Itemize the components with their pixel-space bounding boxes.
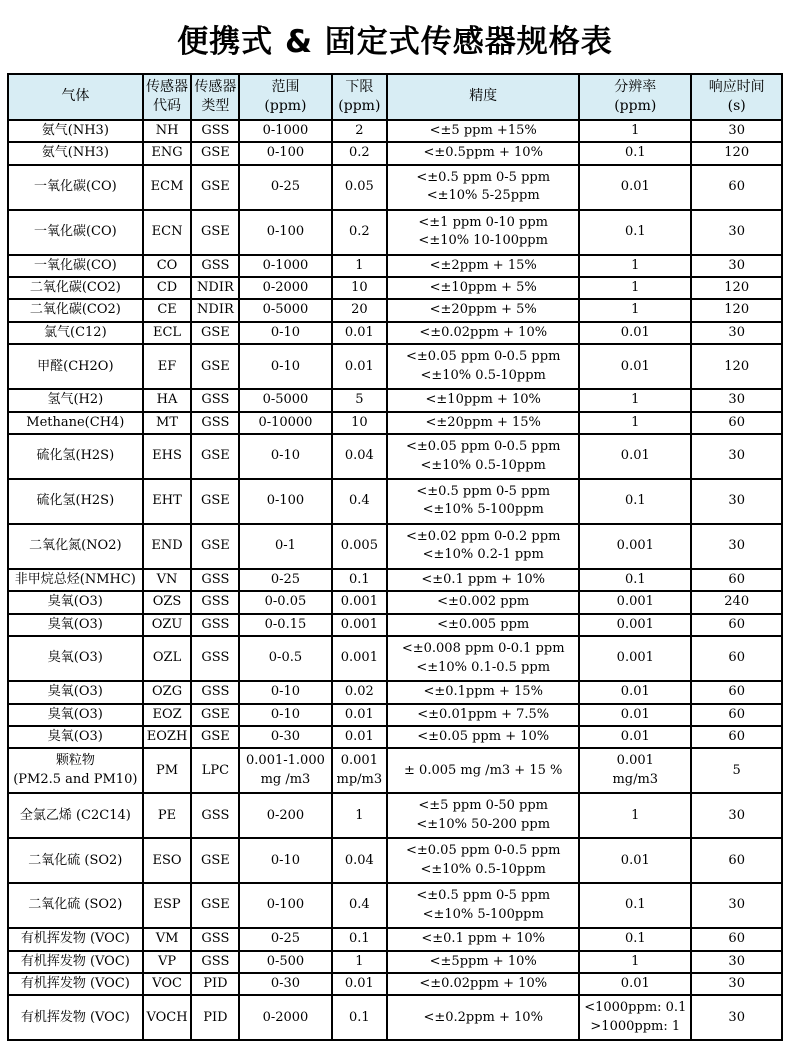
response-time-cell: 120 [691, 142, 782, 164]
gas-cell: 一氧化碳(CO) [8, 255, 143, 277]
table-row [8, 591, 782, 613]
table-row [8, 726, 782, 748]
sensor-code-cell: HA [143, 389, 192, 411]
resolution-cell: 1 [579, 255, 691, 277]
gas-cell: 臭氧(O3) [8, 614, 143, 636]
lower-limit-cell: 0.2 [332, 210, 388, 255]
sensor-type-cell: GSE [191, 726, 239, 748]
accuracy-cell: ± 0.005 mg /m3 + 15 % [387, 748, 579, 793]
gas-cell: 有机挥发物 (VOC) [8, 995, 143, 1040]
sensor-type-cell: PID [191, 995, 239, 1040]
response-time-cell: 60 [691, 569, 782, 591]
table-row [8, 210, 782, 255]
gas-cell: 臭氧(O3) [8, 704, 143, 726]
resolution-cell: <1000ppm: 0.1 >1000ppm: 1 [579, 995, 691, 1040]
sensor-type-cell: PID [191, 973, 239, 995]
response-time-cell: 30 [691, 322, 782, 344]
range-cell: 0-25 [239, 569, 331, 591]
range-cell: 0-1000 [239, 120, 331, 142]
range-cell: 0-1 [239, 524, 331, 569]
range-cell: 0-100 [239, 142, 331, 164]
accuracy-cell: <±2ppm + 15% [387, 255, 579, 277]
sensor-code-cell: OZL [143, 636, 192, 681]
sensor-code-cell: VN [143, 569, 192, 591]
range-cell: 0-100 [239, 883, 331, 928]
sensor-type-cell: GSE [191, 344, 239, 389]
resolution-cell: 0.01 [579, 973, 691, 995]
resolution-cell: 0.001 [579, 614, 691, 636]
accuracy-cell: <±0.02ppm + 10% [387, 973, 579, 995]
sensor-code-cell: ESO [143, 838, 192, 883]
sensor-type-cell: GSE [191, 322, 239, 344]
sensor-type-cell: GSE [191, 142, 239, 164]
range-cell: 0-0.05 [239, 591, 331, 613]
resolution-cell: 0.1 [579, 210, 691, 255]
table-row [8, 636, 782, 681]
response-time-cell: 120 [691, 344, 782, 389]
accuracy-cell: <±5 ppm 0-50 ppm <±10% 50-200 ppm [387, 793, 579, 838]
accuracy-cell: <±0.1 ppm + 10% [387, 928, 579, 950]
table-row [8, 838, 782, 883]
accuracy-cell: <±0.5 ppm 0-5 ppm <±10% 5-100ppm [387, 883, 579, 928]
sensor-type-cell: GSE [191, 524, 239, 569]
sensor-code-cell: VM [143, 928, 192, 950]
lower-limit-cell: 2 [332, 120, 388, 142]
resolution-cell: 0.01 [579, 726, 691, 748]
lower-limit-cell: 0.001 mp/m3 [332, 748, 388, 793]
sensor-type-cell: GSE [191, 210, 239, 255]
gas-cell: 全氯乙烯 (C2C14) [8, 793, 143, 838]
sensor-type-cell: GSS [191, 255, 239, 277]
lower-limit-cell: 0.1 [332, 928, 388, 950]
table-row [8, 614, 782, 636]
range-cell: 0-10 [239, 681, 331, 703]
sensor-code-cell: ENG [143, 142, 192, 164]
table-row [8, 883, 782, 928]
table-row [8, 322, 782, 344]
sensor-type-cell: GSS [191, 591, 239, 613]
resolution-cell: 1 [579, 412, 691, 434]
accuracy-cell: <±20ppm + 15% [387, 412, 579, 434]
sensor-code-cell: VOCH [143, 995, 192, 1040]
lower-limit-cell: 0.04 [332, 434, 388, 479]
resolution-cell: 0.01 [579, 704, 691, 726]
gas-cell: 一氧化碳(CO) [8, 210, 143, 255]
header-sensor-code: 传感器 代码 [143, 74, 192, 120]
header-row [8, 74, 782, 120]
response-time-cell: 60 [691, 412, 782, 434]
gas-cell: 臭氧(O3) [8, 591, 143, 613]
sensor-code-cell: MT [143, 412, 192, 434]
lower-limit-cell: 0.4 [332, 883, 388, 928]
sensor-code-cell: EHT [143, 479, 192, 524]
accuracy-cell: <±0.02ppm + 10% [387, 322, 579, 344]
sensor-spec-table [7, 73, 783, 1041]
gas-cell: 二氧化硫 (SO2) [8, 838, 143, 883]
response-time-cell: 60 [691, 704, 782, 726]
range-cell: 0-2000 [239, 995, 331, 1040]
response-time-cell: 120 [691, 299, 782, 321]
sensor-code-cell: CD [143, 277, 192, 299]
range-cell: 0-2000 [239, 277, 331, 299]
sensor-code-cell: ESP [143, 883, 192, 928]
table-row [8, 928, 782, 950]
gas-cell: 一氧化碳(CO) [8, 165, 143, 210]
table-row [8, 479, 782, 524]
gas-cell: 氯气(C12) [8, 322, 143, 344]
gas-cell: 氨气(NH3) [8, 120, 143, 142]
range-cell: 0-30 [239, 973, 331, 995]
range-cell: 0-10 [239, 322, 331, 344]
sensor-type-cell: GSE [191, 883, 239, 928]
accuracy-cell: <±20ppm + 5% [387, 299, 579, 321]
lower-limit-cell: 1 [332, 255, 388, 277]
resolution-cell: 0.001 [579, 591, 691, 613]
response-time-cell: 30 [691, 389, 782, 411]
range-cell: 0-100 [239, 479, 331, 524]
table-row [8, 165, 782, 210]
accuracy-cell: <±0.5 ppm 0-5 ppm <±10% 5-100ppm [387, 479, 579, 524]
table-row [8, 973, 782, 995]
table-row [8, 412, 782, 434]
resolution-cell: 0.01 [579, 434, 691, 479]
gas-cell: 硫化氢(H2S) [8, 479, 143, 524]
response-time-cell: 30 [691, 793, 782, 838]
lower-limit-cell: 0.2 [332, 142, 388, 164]
sensor-type-cell: GSE [191, 434, 239, 479]
gas-cell: 颗粒物 (PM2.5 and PM10) [8, 748, 143, 793]
resolution-cell: 1 [579, 120, 691, 142]
sensor-code-cell: EHS [143, 434, 192, 479]
table-row [8, 524, 782, 569]
response-time-cell: 30 [691, 951, 782, 973]
response-time-cell: 30 [691, 973, 782, 995]
sensor-type-cell: GSS [191, 951, 239, 973]
sensor-type-cell: GSS [191, 412, 239, 434]
table-row [8, 951, 782, 973]
header-resolution: 分辨率 (ppm) [579, 74, 691, 120]
response-time-cell: 30 [691, 120, 782, 142]
lower-limit-cell: 0.001 [332, 591, 388, 613]
gas-cell: 二氧化碳(CO2) [8, 277, 143, 299]
accuracy-cell: <±10ppm + 10% [387, 389, 579, 411]
accuracy-cell: <±0.01ppm + 7.5% [387, 704, 579, 726]
response-time-cell: 30 [691, 479, 782, 524]
sensor-type-cell: GSE [191, 165, 239, 210]
lower-limit-cell: 0.02 [332, 681, 388, 703]
gas-cell: 有机挥发物 (VOC) [8, 928, 143, 950]
response-time-cell: 60 [691, 928, 782, 950]
lower-limit-cell: 0.001 [332, 614, 388, 636]
gas-cell: 氨气(NH3) [8, 142, 143, 164]
response-time-cell: 30 [691, 995, 782, 1040]
table-row [8, 569, 782, 591]
gas-cell: Methane(CH4) [8, 412, 143, 434]
accuracy-cell: <±0.02 ppm 0-0.2 ppm <±10% 0.2-1 ppm [387, 524, 579, 569]
table-row [8, 434, 782, 479]
table-row [8, 681, 782, 703]
table-row [8, 995, 782, 1040]
lower-limit-cell: 0.05 [332, 165, 388, 210]
gas-cell: 臭氧(O3) [8, 681, 143, 703]
accuracy-cell: <±1 ppm 0-10 ppm <±10% 10-100ppm [387, 210, 579, 255]
sensor-code-cell: END [143, 524, 192, 569]
resolution-cell: 1 [579, 951, 691, 973]
resolution-cell: 0.1 [579, 142, 691, 164]
range-cell: 0-30 [239, 726, 331, 748]
range-cell: 0-25 [239, 928, 331, 950]
response-time-cell: 30 [691, 524, 782, 569]
lower-limit-cell: 0.4 [332, 479, 388, 524]
header-sensor-type: 传感器 类型 [191, 74, 239, 120]
resolution-cell: 0.1 [579, 569, 691, 591]
lower-limit-cell: 0.001 [332, 636, 388, 681]
resolution-cell: 0.01 [579, 838, 691, 883]
sensor-code-cell: EOZ [143, 704, 192, 726]
table-row [8, 704, 782, 726]
gas-cell: 有机挥发物 (VOC) [8, 951, 143, 973]
response-time-cell: 60 [691, 165, 782, 210]
sensor-code-cell: OZU [143, 614, 192, 636]
response-time-cell: 120 [691, 277, 782, 299]
resolution-cell: 0.01 [579, 165, 691, 210]
sensor-code-cell: NH [143, 120, 192, 142]
sensor-type-cell: NDIR [191, 277, 239, 299]
lower-limit-cell: 1 [332, 951, 388, 973]
page-title: 便携式 & 固定式传感器规格表 [177, 24, 613, 60]
range-cell: 0-0.5 [239, 636, 331, 681]
sensor-code-cell: EF [143, 344, 192, 389]
response-time-cell: 60 [691, 614, 782, 636]
resolution-cell: 1 [579, 389, 691, 411]
response-time-cell: 30 [691, 434, 782, 479]
lower-limit-cell: 0.01 [332, 322, 388, 344]
resolution-cell: 0.01 [579, 344, 691, 389]
table-row [8, 793, 782, 838]
resolution-cell: 0.01 [579, 322, 691, 344]
sensor-type-cell: GSS [191, 614, 239, 636]
table-row [8, 299, 782, 321]
sensor-type-cell: GSS [191, 681, 239, 703]
sensor-type-cell: GSE [191, 704, 239, 726]
table-row [8, 344, 782, 389]
gas-cell: 二氧化氮(NO2) [8, 524, 143, 569]
sensor-code-cell: EOZH [143, 726, 192, 748]
resolution-cell: 1 [579, 277, 691, 299]
header-lower-limit: 下限 (ppm) [332, 74, 388, 120]
gas-cell: 二氧化硫 (SO2) [8, 883, 143, 928]
sensor-code-cell: OZG [143, 681, 192, 703]
lower-limit-cell: 0.04 [332, 838, 388, 883]
sensor-code-cell: ECL [143, 322, 192, 344]
resolution-cell: 0.01 [579, 681, 691, 703]
sensor-type-cell: GSE [191, 479, 239, 524]
table-body [8, 120, 782, 1041]
sensor-type-cell: GSE [191, 838, 239, 883]
gas-cell: 硫化氢(H2S) [8, 434, 143, 479]
lower-limit-cell: 10 [332, 277, 388, 299]
sensor-code-cell: ECN [143, 210, 192, 255]
range-cell: 0-200 [239, 793, 331, 838]
lower-limit-cell: 5 [332, 389, 388, 411]
lower-limit-cell: 0.005 [332, 524, 388, 569]
gas-cell: 臭氧(O3) [8, 636, 143, 681]
accuracy-cell: <±0.05 ppm 0-0.5 ppm <±10% 0.5-10ppm [387, 434, 579, 479]
sensor-code-cell: VOC [143, 973, 192, 995]
response-time-cell: 5 [691, 748, 782, 793]
resolution-cell: 1 [579, 793, 691, 838]
lower-limit-cell: 0.01 [332, 344, 388, 389]
lower-limit-cell: 20 [332, 299, 388, 321]
header-response-time: 响应时间 (s) [691, 74, 782, 120]
sensor-type-cell: GSS [191, 120, 239, 142]
gas-cell: 二氧化碳(CO2) [8, 299, 143, 321]
accuracy-cell: <±5 ppm +15% [387, 120, 579, 142]
sensor-code-cell: PE [143, 793, 192, 838]
gas-cell: 甲醛(CH2O) [8, 344, 143, 389]
resolution-cell: 0.1 [579, 928, 691, 950]
range-cell: 0-10 [239, 344, 331, 389]
resolution-cell: 0.1 [579, 479, 691, 524]
accuracy-cell: <±0.1ppm + 15% [387, 681, 579, 703]
sensor-type-cell: GSS [191, 636, 239, 681]
response-time-cell: 30 [691, 255, 782, 277]
accuracy-cell: <±5ppm + 10% [387, 951, 579, 973]
lower-limit-cell: 10 [332, 412, 388, 434]
range-cell: 0-500 [239, 951, 331, 973]
resolution-cell: 0.1 [579, 883, 691, 928]
accuracy-cell: <±0.1 ppm + 10% [387, 569, 579, 591]
table-row [8, 389, 782, 411]
sensor-type-cell: GSS [191, 569, 239, 591]
table-row [8, 120, 782, 142]
accuracy-cell: <±0.05 ppm 0-0.5 ppm <±10% 0.5-10ppm [387, 838, 579, 883]
range-cell: 0-1000 [239, 255, 331, 277]
table-row [8, 255, 782, 277]
response-time-cell: 30 [691, 210, 782, 255]
response-time-cell: 240 [691, 591, 782, 613]
lower-limit-cell: 0.01 [332, 973, 388, 995]
accuracy-cell: <±0.5 ppm 0-5 ppm <±10% 5-25ppm [387, 165, 579, 210]
gas-cell: 氢气(H2) [8, 389, 143, 411]
range-cell: 0-10 [239, 704, 331, 726]
range-cell: 0-10 [239, 434, 331, 479]
sensor-code-cell: CO [143, 255, 192, 277]
accuracy-cell: <±0.2ppm + 10% [387, 995, 579, 1040]
sensor-code-cell: OZS [143, 591, 192, 613]
lower-limit-cell: 0.01 [332, 726, 388, 748]
resolution-cell: 0.001 mg/m3 [579, 748, 691, 793]
response-time-cell: 60 [691, 726, 782, 748]
lower-limit-cell: 1 [332, 793, 388, 838]
table-row [8, 748, 782, 793]
gas-cell: 臭氧(O3) [8, 726, 143, 748]
sensor-type-cell: LPC [191, 748, 239, 793]
resolution-cell: 1 [579, 299, 691, 321]
range-cell: 0-5000 [239, 389, 331, 411]
sensor-code-cell: CE [143, 299, 192, 321]
accuracy-cell: <±0.002 ppm [387, 591, 579, 613]
gas-cell: 有机挥发物 (VOC) [8, 973, 143, 995]
range-cell: 0-5000 [239, 299, 331, 321]
accuracy-cell: <±0.05 ppm + 10% [387, 726, 579, 748]
sensor-type-cell: NDIR [191, 299, 239, 321]
response-time-cell: 30 [691, 883, 782, 928]
resolution-cell: 0.001 [579, 524, 691, 569]
sensor-code-cell: VP [143, 951, 192, 973]
sensor-code-cell: ECM [143, 165, 192, 210]
range-cell: 0-10000 [239, 412, 331, 434]
accuracy-cell: <±0.5ppm + 10% [387, 142, 579, 164]
table-header [8, 74, 782, 120]
response-time-cell: 60 [691, 838, 782, 883]
response-time-cell: 60 [691, 636, 782, 681]
sensor-code-cell: PM [143, 748, 192, 793]
header-gas: 气体 [8, 74, 143, 120]
resolution-cell: 0.001 [579, 636, 691, 681]
table-row [8, 142, 782, 164]
accuracy-cell: <±10ppm + 5% [387, 277, 579, 299]
header-accuracy: 精度 [387, 74, 579, 120]
range-cell: 0-10 [239, 838, 331, 883]
accuracy-cell: <±0.05 ppm 0-0.5 ppm <±10% 0.5-10ppm [387, 344, 579, 389]
sensor-type-cell: GSS [191, 793, 239, 838]
lower-limit-cell: 0.1 [332, 995, 388, 1040]
accuracy-cell: <±0.008 ppm 0-0.1 ppm <±10% 0.1-0.5 ppm [387, 636, 579, 681]
range-cell: 0.001-1.000 mg /m3 [239, 748, 331, 793]
lower-limit-cell: 0.01 [332, 704, 388, 726]
gas-cell: 非甲烷总烃(NMHC) [8, 569, 143, 591]
range-cell: 0-25 [239, 165, 331, 210]
lower-limit-cell: 0.1 [332, 569, 388, 591]
sensor-type-cell: GSS [191, 389, 239, 411]
header-range: 范围 (ppm) [239, 74, 331, 120]
sensor-type-cell: GSS [191, 928, 239, 950]
table-row [8, 277, 782, 299]
range-cell: 0-0.15 [239, 614, 331, 636]
accuracy-cell: <±0.005 ppm [387, 614, 579, 636]
response-time-cell: 60 [691, 681, 782, 703]
range-cell: 0-100 [239, 210, 331, 255]
